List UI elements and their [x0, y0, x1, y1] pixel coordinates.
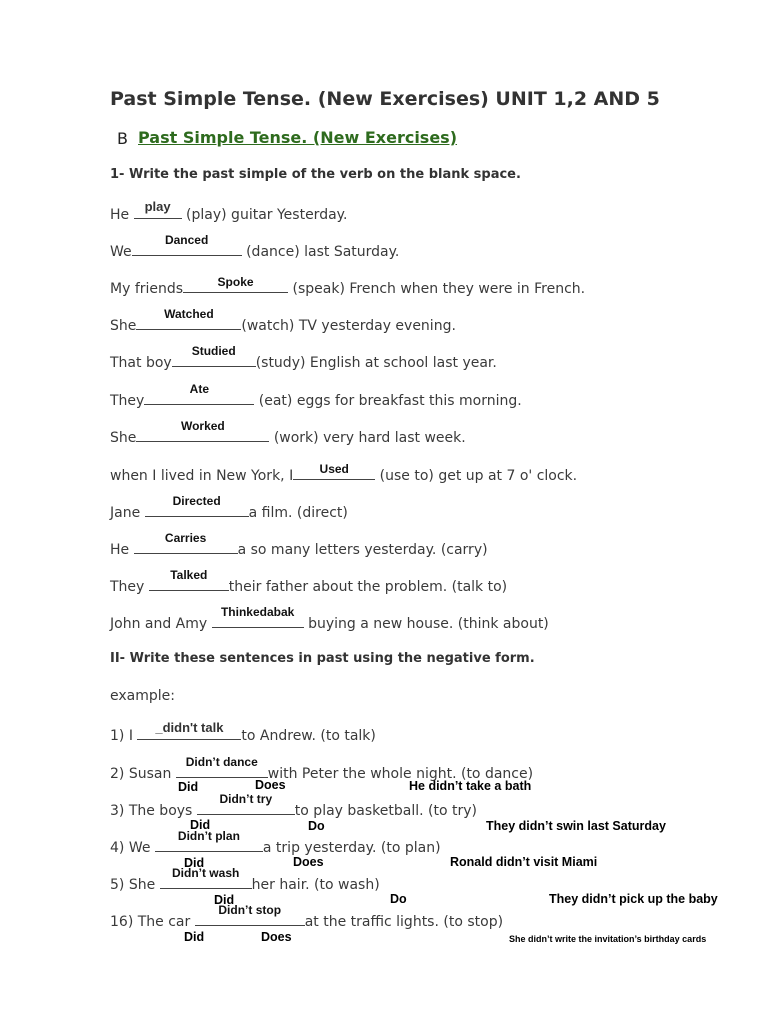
answer-text: Didn’t stop — [218, 903, 282, 917]
exercise-line: Jane Directed a film. (direct) — [110, 494, 348, 521]
negative-line: 3) The boys Didn’t try to play basketball. (to try) — [110, 792, 477, 819]
example-label: example: — [110, 688, 175, 704]
negative-line: 5) She Didn’t wash her hair. (to wash) — [110, 866, 380, 893]
section2-heading: II- Write these sentences in past using the negative form. — [110, 651, 535, 666]
answer-text: Didn’t wash — [171, 866, 240, 880]
answer-text: Studied — [191, 344, 236, 358]
exercise-line: That boy Studied (study) English at school last year. — [110, 344, 497, 371]
answer-blank[interactable] — [137, 720, 241, 740]
negative-line: 4) We Didn’t plan a trip yesterday. (to plan) — [110, 829, 441, 856]
exercise-line: We Danced (dance) last Saturday. — [110, 233, 400, 260]
exercise-line: She Worked (work) very hard last week. — [110, 419, 466, 446]
note-text: They didn’t swin last Saturday — [486, 819, 666, 833]
answer-text: Watched — [164, 307, 214, 321]
answer-text: Used — [319, 462, 349, 476]
answer-blank[interactable] — [132, 233, 242, 256]
answer-blank[interactable] — [134, 531, 238, 554]
answer-text: Spoke — [217, 275, 254, 289]
answer-blank[interactable] — [136, 307, 241, 330]
note-text: Ronald didn’t visit Miami — [450, 855, 598, 869]
note-text: Does — [261, 930, 292, 944]
note-text: He didn’t take a bath — [409, 779, 532, 793]
exercise-line: He Carries a so many letters yesterday. (carry) — [110, 531, 488, 558]
note-text: Do — [308, 819, 325, 833]
answer-blank[interactable] — [176, 755, 268, 778]
subtitle-letter: B — [117, 129, 128, 148]
exercise-line: John and Amy Thinkedabak buying a new house. (think about) — [110, 605, 549, 632]
section1-heading: 1- Write the past simple of the verb on the blank space. — [110, 167, 521, 182]
negative-line: 1) I _didn't talk to Andrew. (to talk) — [110, 720, 376, 744]
answer-text: Ate — [189, 382, 209, 396]
exercise-line: My friends Spoke (speak) French when they were in French. — [110, 275, 586, 297]
answer-blank[interactable] — [160, 866, 252, 889]
answer-text: Thinkedabak — [220, 605, 295, 619]
answer-text: Danced — [164, 233, 209, 247]
negative-line: 16) The car Didn’t stop at the traffic lights. (to stop) — [110, 903, 504, 930]
note-text: Do — [390, 892, 407, 906]
note-text: They didn’t pick up the baby — [549, 892, 718, 906]
note-text: Did — [190, 818, 211, 832]
note-text: Does — [293, 855, 324, 869]
answer-text: Directed — [172, 494, 221, 508]
answer-blank[interactable] — [149, 568, 229, 591]
answer-blank[interactable] — [197, 792, 295, 815]
exercise-line: when I lived in New York, I Used (use to) get up at 7 o' clock. — [110, 462, 578, 484]
answer-text: Talked — [170, 568, 208, 582]
answer-text: Carries — [164, 531, 207, 545]
subtitle: Past Simple Tense. (New Exercises) — [138, 128, 458, 147]
answer-blank[interactable] — [293, 462, 375, 480]
note-text: She didn’t write the invitation’s birthday cards — [509, 934, 707, 944]
answer-blank[interactable] — [172, 344, 256, 367]
exercise-line: They Talked their father about the problem. (talk to) — [110, 568, 508, 595]
answer-blank[interactable] — [183, 275, 288, 293]
answer-blank[interactable] — [145, 494, 249, 517]
page-title: Past Simple Tense. (New Exercises) UNIT 1,2 AND 5 — [110, 88, 660, 110]
exercise-line: They Ate (eat) eggs for breakfast this morning. — [110, 382, 522, 409]
answer-blank[interactable] — [144, 382, 254, 405]
answer-blank[interactable] — [134, 199, 182, 219]
answer-text: play — [144, 199, 171, 214]
note-text: Did — [184, 930, 205, 944]
answer-blank[interactable] — [195, 903, 305, 926]
note-text: Does — [255, 778, 286, 792]
answer-blank[interactable] — [212, 605, 304, 628]
negative-line: 2) Susan Didn’t dance with Peter the whole night. (to dance) — [110, 755, 534, 782]
exercise-line: She Watched (watch) TV yesterday evening. — [110, 307, 456, 334]
answer-text: Didn’t dance — [185, 755, 258, 769]
answer-text: Worked — [180, 419, 225, 433]
note-text: Did — [184, 856, 205, 870]
note-text: Did — [214, 893, 235, 907]
answer-blank[interactable] — [155, 829, 263, 852]
exercise-line: He play (play) guitar Yesterday. — [110, 199, 348, 223]
answer-text: Didn’t try — [219, 792, 273, 806]
answer-text: Didn’t plan — [177, 829, 240, 843]
note-text: Did — [178, 780, 199, 794]
answer-blank[interactable] — [136, 419, 269, 442]
answer-text: _didn't talk — [155, 720, 224, 735]
